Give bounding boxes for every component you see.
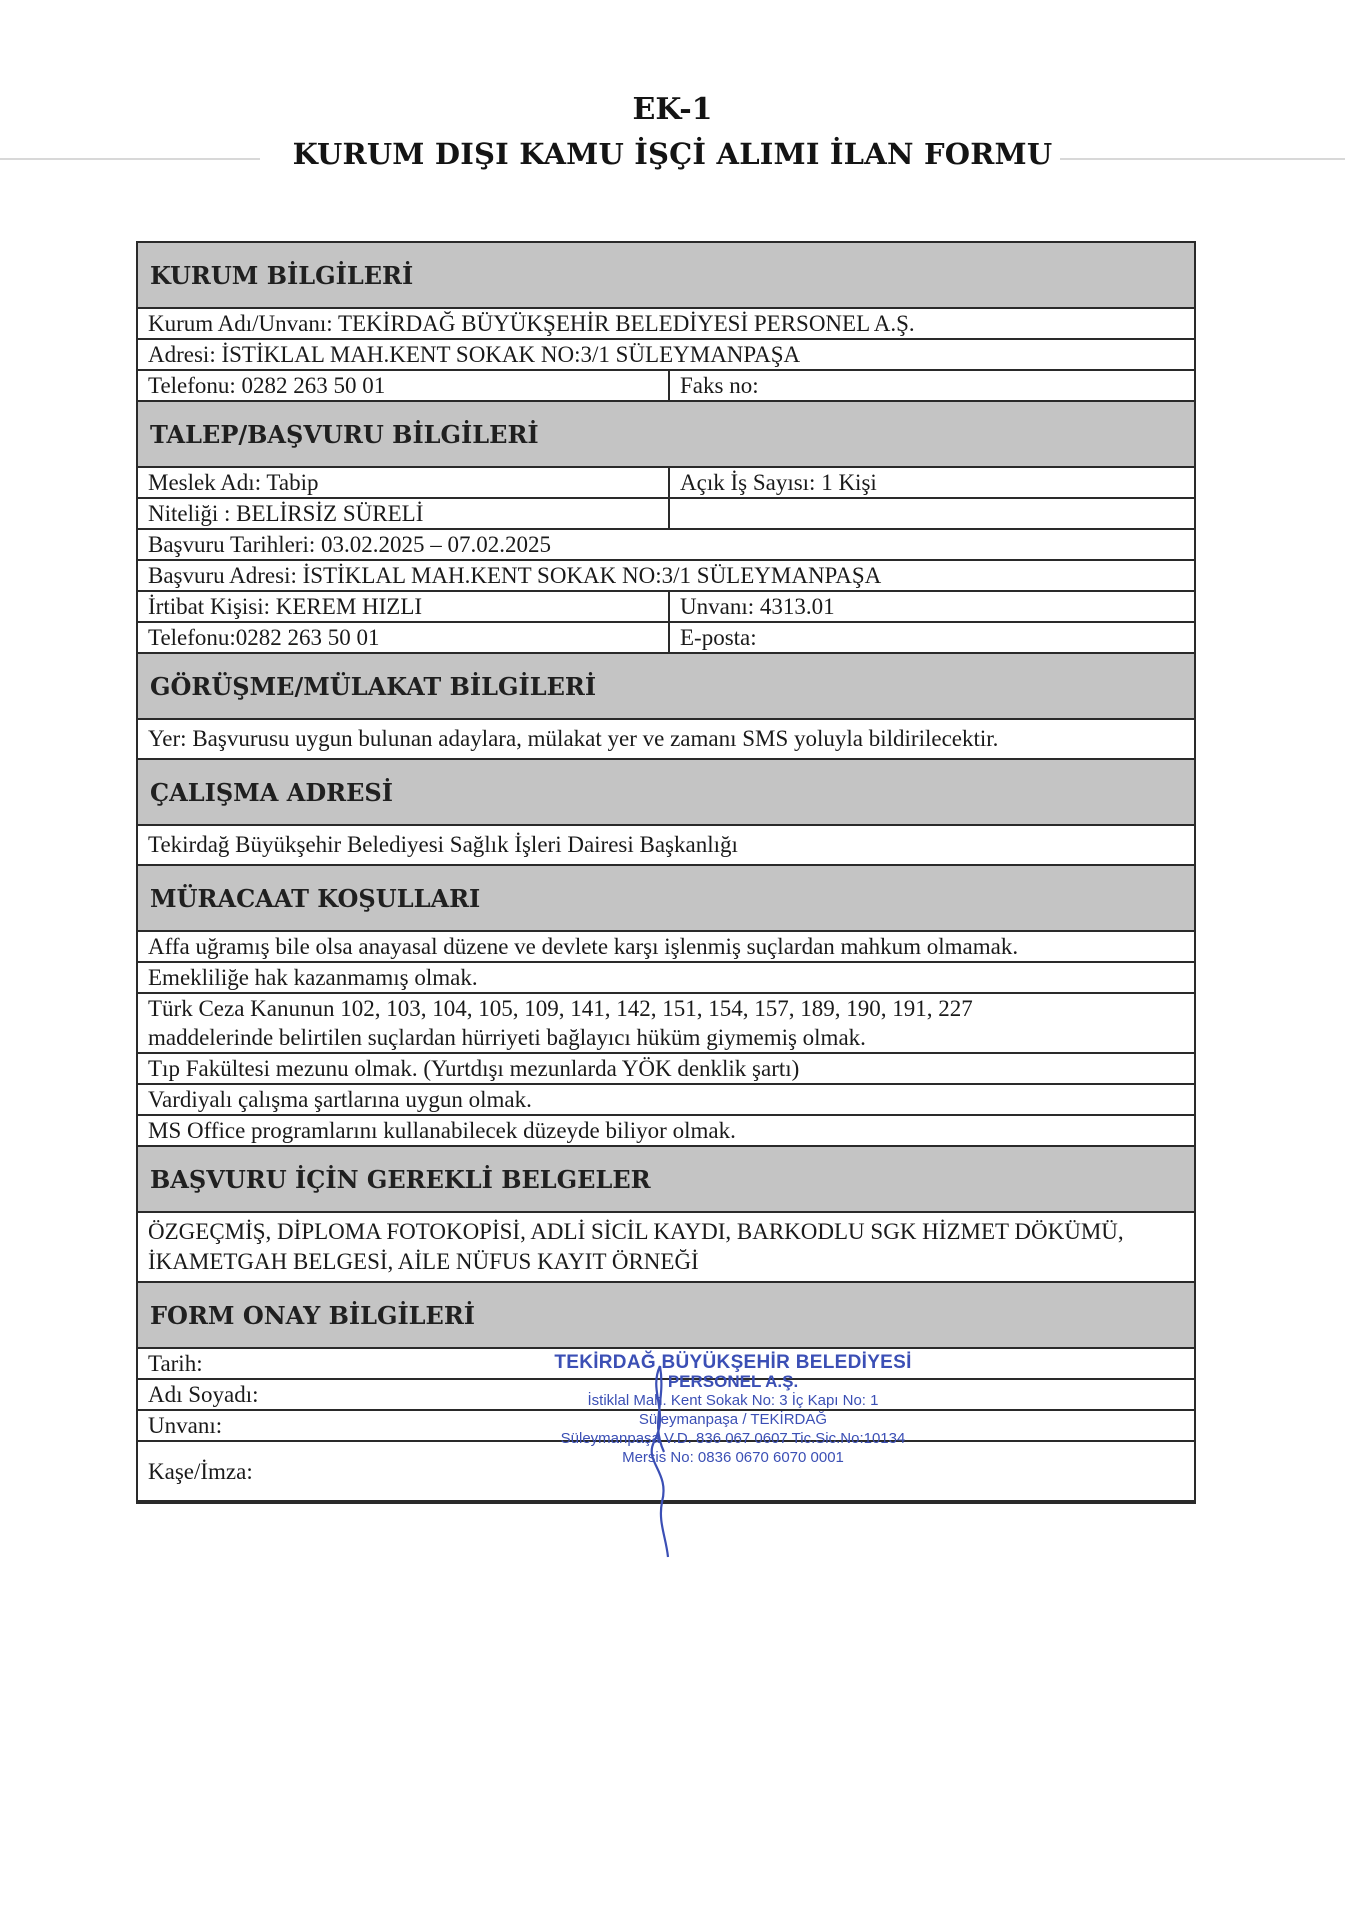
- stamp-line: TEKİRDAĞ BÜYÜKŞEHİR BELEDİYESİ: [554, 1352, 912, 1373]
- institution-fax: Faks no:: [680, 373, 759, 398]
- contact-person: İrtibat Kişisi: KEREM HIZLI: [138, 592, 670, 621]
- condition-item: Affa uğramış bile olsa anayasal düzene ve devlete karşı işlenmiş suçlardan mahkum olmamak.: [148, 934, 1019, 959]
- stamp-line: İstiklal Mah. Kent Sokak No: 3 İç Kapı No: 1: [587, 1392, 879, 1409]
- contact-title: Unvanı: 4313.01: [680, 594, 835, 619]
- section-onay: FORM ONAY BİLGİLERİ: [138, 1283, 1194, 1349]
- form-title: KURUM DIŞI KAMU İŞÇİ ALIMI İLAN FORMU: [292, 137, 1053, 171]
- interview-place: Yer: Başvurusu uygun bulunan adaylara, mülakat yer ve zamanı SMS yoluyla bildirilecektir.: [148, 726, 999, 751]
- contact-email: E-posta:: [680, 625, 757, 650]
- condition-item: [138, 994, 1194, 1052]
- condition-item: MS Office programlarını kullanabilecek düzeyde biliyor olmak.: [148, 1118, 736, 1143]
- condition-item: Tıp Fakültesi mezunu olmak. (Yurtdışı mezunlarda YÖK denklik şartı): [148, 1056, 800, 1081]
- stamp-line: Süleymanpaşa / TEKİRDAĞ: [638, 1411, 828, 1428]
- condition-line: Türk Ceza Kanunun 102, 103, 104, 105, 109, 141, 142, 151, 154, 157, 189, 190, 191, 227: [148, 996, 973, 1021]
- section-gorusme: GÖRÜŞME/MÜLAKAT BİLGİLERİ: [138, 654, 1194, 720]
- stamp-line: Süleymanpaşa V.D. 836 067 0607 Tic.Sic.No:10134: [560, 1430, 906, 1447]
- profession: Meslek Adı: Tabip: [138, 468, 670, 497]
- condition-item: Vardiyalı çalışma şartlarına uygun olmak.: [148, 1087, 532, 1112]
- condition-line: maddelerinde belirtilen suçlardan hürriyeti bağlayıcı hüküm giymemiş olmak.: [148, 1025, 866, 1050]
- application-address: Başvuru Adresi: İSTİKLAL MAH.KENT SOKAK NO:3/1 SÜLEYMANPAŞA: [148, 563, 882, 588]
- section-kurum: KURUM BİLGİLERİ: [138, 243, 1194, 309]
- company-stamp: [523, 1353, 943, 1467]
- empty-cell: [670, 499, 1194, 528]
- institution-address: Adresi: İSTİKLAL MAH.KENT SOKAK NO:3/1 SÜLEYMANPAŞA: [148, 342, 801, 367]
- openings: Açık İş Sayısı: 1 Kişi: [680, 470, 877, 495]
- section-talep: TALEP/BAŞVURU BİLGİLERİ: [138, 402, 1194, 468]
- annex-label: EK-1: [632, 92, 713, 127]
- contact-phone: Telefonu:0282 263 50 01: [138, 623, 670, 652]
- institution-name: Kurum Adı/Unvanı: TEKİRDAĞ BÜYÜKŞEHİR BELEDİYESİ PERSONEL A.Ş.: [148, 311, 915, 336]
- documents-line: İKAMETGAH BELGESİ, AİLE NÜFUS KAYIT ÖRNEĞİ: [148, 1249, 699, 1274]
- institution-phone: Telefonu: 0282 263 50 01: [138, 371, 670, 400]
- work-address: Tekirdağ Büyükşehir Belediyesi Sağlık İşleri Dairesi Başkanlığı: [148, 832, 738, 857]
- approval-name: Adı Soyadı:: [148, 1382, 259, 1407]
- section-calisma: ÇALIŞMA ADRESİ: [138, 760, 1194, 826]
- documents-line: ÖZGEÇMİŞ, DİPLOMA FOTOKOPİSİ, ADLİ SİCİL KAYDI, BARKODLU SGK HİZMET DÖKÜMÜ,: [148, 1219, 1124, 1244]
- job-nature: Niteliği : BELİRSİZ SÜRELİ: [138, 499, 670, 528]
- approval-seal: Kaşe/İmza:: [148, 1458, 253, 1484]
- stamp-line: Mersis No: 0836 0670 6070 0001: [622, 1449, 844, 1466]
- required-documents: [138, 1213, 1194, 1281]
- announcement-form-table: [136, 241, 1196, 1504]
- approval-title: Unvanı:: [148, 1413, 223, 1438]
- section-belgeler: BAŞVURU İÇİN GEREKLİ BELGELER: [138, 1147, 1194, 1213]
- condition-item: Emekliliğe hak kazanmamış olmak.: [148, 965, 478, 990]
- stamp-line: PERSONEL A.Ş.: [667, 1372, 799, 1391]
- approval-date: Tarih:: [148, 1351, 203, 1376]
- signature-scribble: [640, 1362, 680, 1562]
- section-muracaat: MÜRACAAT KOŞULLARI: [138, 866, 1194, 932]
- application-dates: Başvuru Tarihleri: 03.02.2025 – 07.02.2025: [148, 532, 551, 557]
